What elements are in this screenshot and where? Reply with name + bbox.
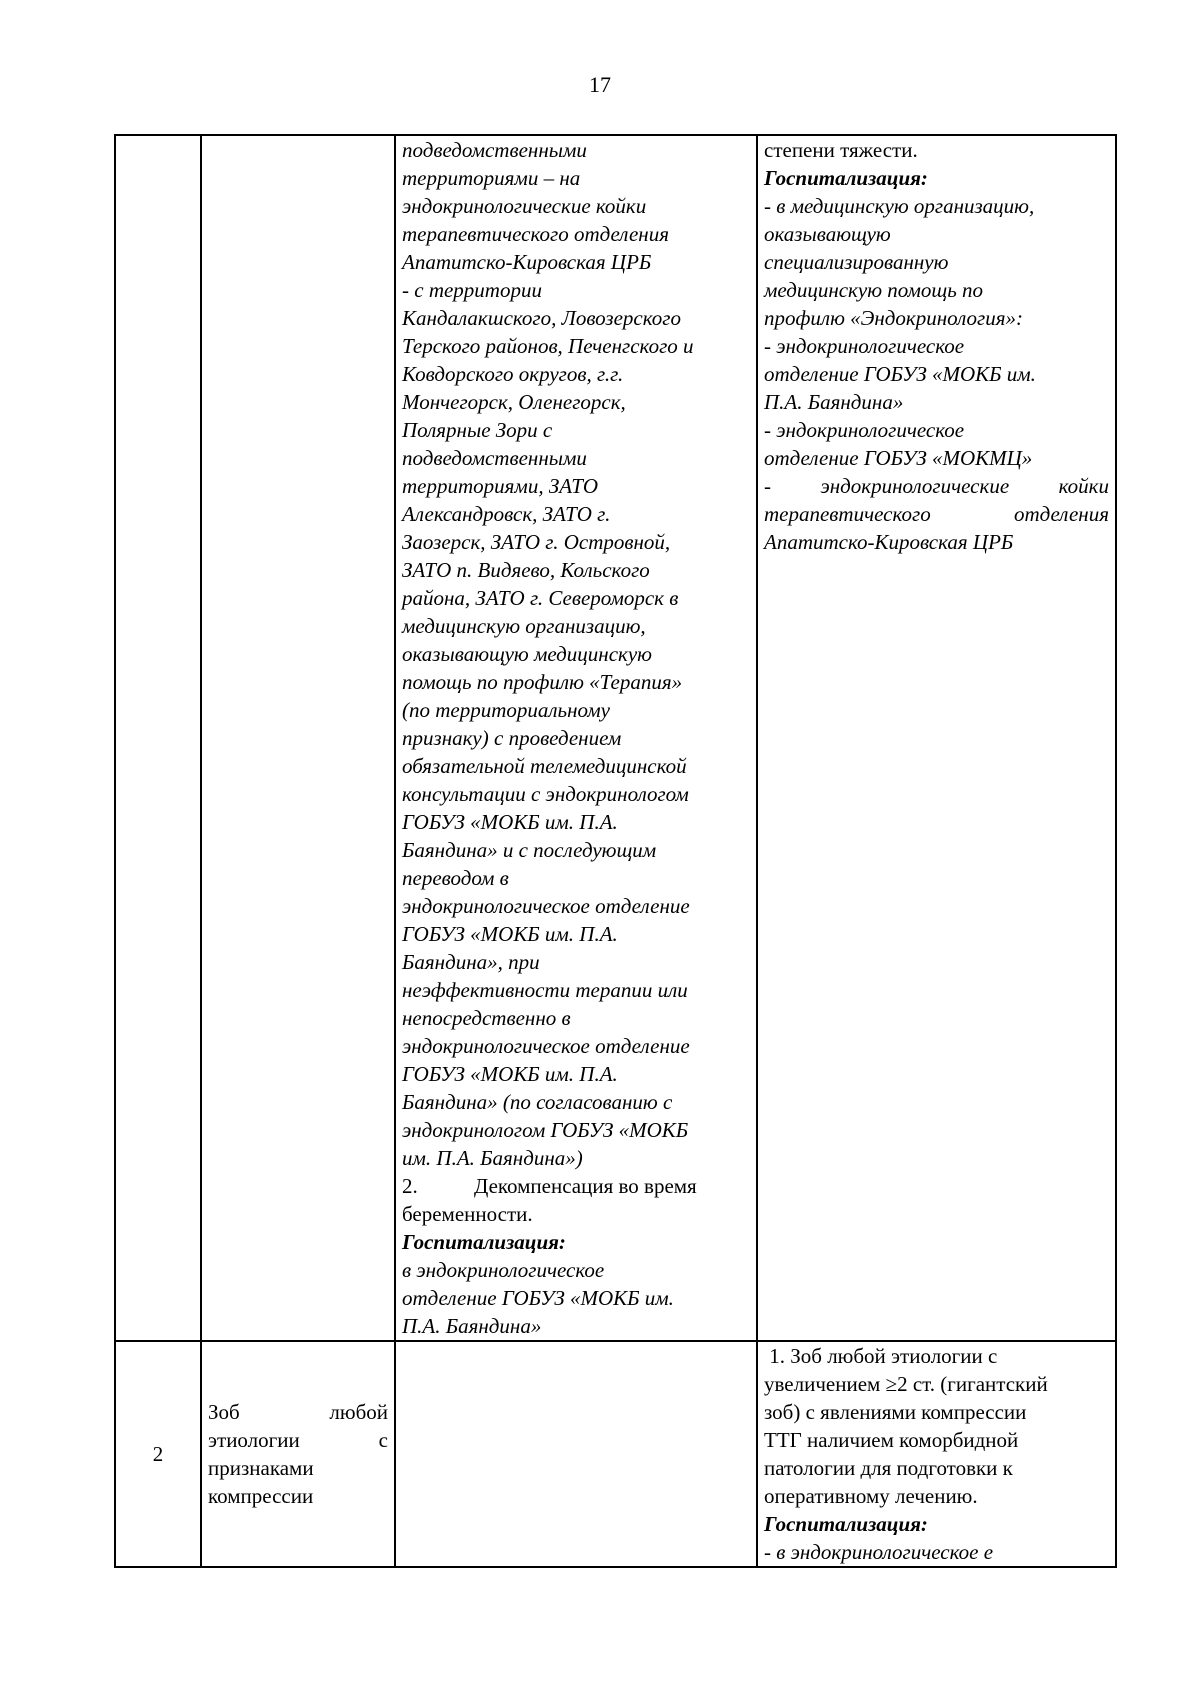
text-line: территориями, ЗАТО — [402, 474, 599, 498]
row1-col3-text — [402, 136, 750, 1172]
text-line: П.А. Баяндина» — [402, 1314, 542, 1338]
text-line: отделение ГОБУЗ «МОКБ им. — [764, 362, 1036, 386]
text-line: оказывающую медицинскую — [402, 642, 652, 666]
text-line: патологии для подготовки к — [764, 1456, 1013, 1480]
col4-hosp-label: Госпитализация: — [764, 166, 928, 190]
text-line: Апатитско-Кировская ЦРБ — [402, 250, 652, 274]
text-line: Зоб любой — [208, 1400, 388, 1424]
text-line: подведомственными — [402, 446, 587, 470]
text-line: эндокринологическое отделение — [402, 894, 690, 918]
text-line: в эндокринологическое — [402, 1258, 605, 1282]
text-line: ГОБУЗ «МОКБ им. П.А. — [402, 1062, 618, 1086]
text-line: территориями – на — [402, 166, 581, 190]
text-line: Баяндина» (по согласованию с — [402, 1090, 673, 1114]
text-line: компрессии — [208, 1484, 314, 1508]
row2-name-rest — [208, 1454, 388, 1510]
row1-conditions-cell — [395, 135, 757, 1341]
text-line: - в медицинскую организацию, — [764, 194, 1035, 218]
text-line: непосредственно в — [402, 1006, 571, 1030]
page-number: 17 — [589, 72, 611, 97]
col3-item-2 — [402, 1172, 750, 1200]
text-line: помощь по профилю «Терапия» — [402, 670, 683, 694]
text-line: терапевтического отделения — [764, 502, 1109, 526]
text-line: - эндокринологическое — [764, 334, 965, 358]
text-line: переводом в — [402, 866, 509, 890]
text-line: Баяндина» и с последующим — [402, 838, 657, 862]
text-line: - с территории — [402, 278, 542, 302]
text-line: консультации с эндокринологом — [402, 782, 689, 806]
row2-name-cell — [201, 1341, 395, 1567]
text-line: ГОБУЗ «МОКБ им. П.А. — [402, 810, 618, 834]
text-line: 1. Зоб любой этиологии с — [764, 1344, 998, 1368]
document-table — [114, 134, 1117, 1568]
row2-col4-text — [764, 1342, 1109, 1510]
row2-hosp-cell — [757, 1341, 1116, 1567]
text-line: неэффективности терапии или — [402, 978, 688, 1002]
row2-name-justified — [208, 1398, 388, 1454]
col3-hosp-text — [402, 1256, 750, 1340]
text-line: Кандалакшского, Ловозерского — [402, 306, 681, 330]
text-line: обязательной телемедицинской — [402, 754, 687, 778]
text-line: Ковдорского округов, г.г. — [402, 362, 624, 386]
text-line: - эндокринологическое — [764, 418, 965, 442]
text-line: Александровск, ЗАТО г. — [402, 502, 611, 526]
text-line: зоб) с явлениями компрессии — [764, 1400, 1027, 1424]
row1-number-cell — [115, 135, 201, 1341]
text-line: Заозерск, ЗАТО г. Островной, — [402, 530, 671, 554]
row2-last-line: - в эндокринологическое е — [764, 1540, 994, 1564]
table-row — [115, 135, 1116, 1341]
text-line: - эндокринологические койки — [764, 474, 1109, 498]
text-line: ГОБУЗ «МОКБ им. П.А. — [402, 922, 618, 946]
text-line: отделение ГОБУЗ «МОКМЦ» — [764, 446, 1033, 470]
text-line: специализированную — [764, 250, 949, 274]
col3-item-text-cont: беременности. — [402, 1202, 533, 1226]
text-line: эндокринологические койки — [402, 194, 647, 218]
text-line: (по территориальному — [402, 698, 610, 722]
text-line: подведомственными — [402, 138, 587, 162]
text-line: этиологии с — [208, 1428, 388, 1452]
col4-first-line: степени тяжести. — [764, 138, 918, 162]
text-line: оперативному лечению. — [764, 1484, 978, 1508]
text-line: профилю «Эндокринология»: — [764, 306, 1023, 330]
col3-item-number: 2. — [402, 1174, 418, 1198]
text-line: ЗАТО п. Видяево, Кольского — [402, 558, 650, 582]
row2-conditions-cell — [395, 1341, 757, 1567]
row1-name-cell — [201, 135, 395, 1341]
text-line: медицинскую помощь по — [764, 278, 984, 302]
text-line: им. П.А. Баяндина») — [402, 1146, 583, 1170]
text-line: признаку) с проведением — [402, 726, 622, 750]
text-line: признаками — [208, 1456, 314, 1480]
text-line: Терского районов, Печенгского и — [402, 334, 694, 358]
col4-text — [764, 192, 1109, 472]
text-line: Баяндина», при — [402, 950, 540, 974]
col3-hosp-label: Госпитализация: — [402, 1230, 566, 1254]
text-line: эндокринологическое отделение — [402, 1034, 690, 1058]
text-line: увеличением ≥2 ст. (гигантский — [764, 1372, 1048, 1396]
row1-hosp-cell — [757, 135, 1116, 1341]
text-line: отделение ГОБУЗ «МОКБ им. — [402, 1286, 674, 1310]
col3-item-text: Декомпенсация во время — [474, 1174, 697, 1198]
col4-last-line: Апатитско-Кировская ЦРБ — [764, 530, 1014, 554]
text-line: района, ЗАТО г. Североморск в — [402, 586, 679, 610]
text-line: терапевтического отделения — [402, 222, 669, 246]
text-line: эндокринологом ГОБУЗ «МОКБ — [402, 1118, 689, 1142]
row2-number-cell: 2 — [115, 1341, 201, 1567]
text-line: П.А. Баяндина» — [764, 390, 904, 414]
row2-hosp-label: Госпитализация: — [764, 1512, 928, 1536]
text-line: медицинскую организацию, — [402, 614, 646, 638]
table-row — [115, 1341, 1116, 1567]
text-line: ТТГ наличием коморбидной — [764, 1428, 1019, 1452]
text-line: оказывающую — [764, 222, 891, 246]
col4-justified-text — [764, 472, 1109, 528]
text-line: Полярные Зори с — [402, 418, 553, 442]
text-line: Мончегорск, Оленегорск, — [402, 390, 626, 414]
